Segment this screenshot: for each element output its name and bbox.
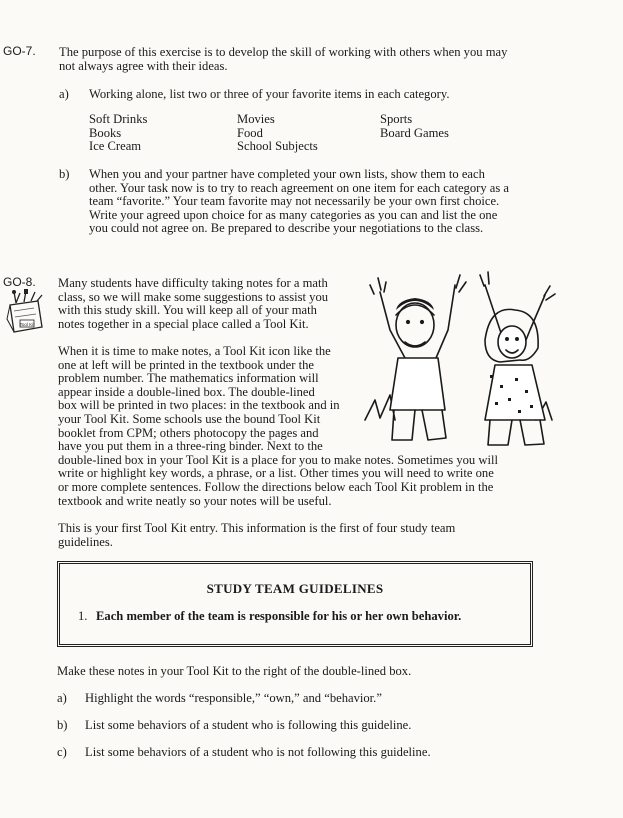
text-line: one at left will be printed in the textbook under the xyxy=(58,357,315,372)
category-item: Sports xyxy=(380,112,413,126)
go7-part-a-text: Working alone, list two or three of your favorite items in each category. xyxy=(89,87,450,101)
study-team-guidelines-box xyxy=(57,561,533,647)
text-line: write or highlight key words, a phrase, or a list. Other times you will need to write one xyxy=(58,466,494,481)
go7-intro-line1: The purpose of this exercise is to develop the skill of working with others when you may xyxy=(59,45,508,59)
go7-part-b-label: b) xyxy=(59,167,70,181)
text-line: with this study skill. You will keep all of your math xyxy=(58,303,317,318)
toolkit-icon-label: Tool Kit xyxy=(19,322,35,327)
students-cheering-illustration xyxy=(360,270,560,460)
text-line: booklet from CPM; others photocopy the pages and xyxy=(58,425,319,440)
task-label: c) xyxy=(57,745,67,759)
guideline-item xyxy=(78,609,508,623)
category-column-2 xyxy=(237,113,318,154)
text-line: notes together in a special place called a Tool Kit. xyxy=(58,316,309,331)
text-line: or more complete sentences. Follow the directions below each Tool Kit problem in the xyxy=(58,479,494,494)
text-line: When you and your partner have completed your own lists, show them to each xyxy=(89,167,485,181)
text-line: appear inside a double-lined box. The double-lined xyxy=(58,384,315,399)
text-line: box will be printed in two places: in the textbook and in xyxy=(58,398,340,413)
category-item: Food xyxy=(237,125,263,140)
category-column-3 xyxy=(380,113,449,140)
task-label: b) xyxy=(57,718,68,732)
text-line: have you put them in a three-ring binder. Next to the xyxy=(58,439,323,454)
text-line: textbook and write neatly so your notes will be useful. xyxy=(58,493,332,508)
guideline-number: 1. xyxy=(78,609,88,623)
go7-part-b-text xyxy=(89,168,509,236)
text-line: you could not agree on. Be prepared to describe your negotiations to the class. xyxy=(89,221,484,236)
toolkit-icon xyxy=(4,289,46,335)
text-line: your Tool Kit. Some schools use the bound Tool Kit xyxy=(58,411,321,426)
text-line: problem number. The mathematics information will xyxy=(58,371,319,386)
category-item: Ice Cream xyxy=(89,139,142,154)
category-column-1 xyxy=(89,113,147,154)
category-item: Soft Drinks xyxy=(89,112,148,126)
category-item: School Subjects xyxy=(237,139,318,154)
category-item: Board Games xyxy=(380,125,449,140)
category-item: Movies xyxy=(237,112,275,126)
go7-part-a-label: a) xyxy=(59,87,69,101)
text-line: other. Your task now is to try to reach agreement on one item for each category as a xyxy=(89,180,510,195)
guidelines-title: STUDY TEAM GUIDELINES xyxy=(206,581,384,596)
guideline-text: Each member of the team is responsible for his or her own behavior. xyxy=(96,609,462,623)
problem-number-go8: GO-8. xyxy=(3,275,36,289)
go7-intro-line2: not always agree with their ideas. xyxy=(59,59,228,73)
go8-paragraph-1 xyxy=(58,277,328,331)
category-item: Books xyxy=(89,125,122,140)
go8-paragraph-3 xyxy=(58,522,455,549)
notes-instructions: Make these notes in your Tool Kit to the right of the double-lined box. xyxy=(57,664,412,678)
problem-number-go7: GO-7. xyxy=(3,44,36,58)
text-line: team “favorite.” Your team favorite may not necessarily be your own first choice. xyxy=(89,194,500,209)
task-text: List some behaviors of a student who is following this guideline. xyxy=(85,718,412,732)
text-line: class, so we will make some suggestions to assist you xyxy=(58,289,329,304)
text-line: guidelines. xyxy=(58,534,113,549)
text-line: Write your agreed upon choice for as many categories as you can and list the one xyxy=(89,207,498,222)
text-line: This is your first Tool Kit entry. This information is the first of four study team xyxy=(58,521,456,535)
task-text: Highlight the words “responsible,” “own,” and “behavior.” xyxy=(85,691,382,705)
text-line: double-lined box in your Tool Kit is a place for you to make notes. Sometimes you will xyxy=(58,452,498,467)
text-line: Many students have difficulty taking notes for a math xyxy=(58,276,328,290)
text-line: When it is time to make notes, a Tool Kit icon like the xyxy=(58,344,331,358)
task-label: a) xyxy=(57,691,67,705)
task-text: List some behaviors of a student who is not following this guideline. xyxy=(85,745,431,759)
